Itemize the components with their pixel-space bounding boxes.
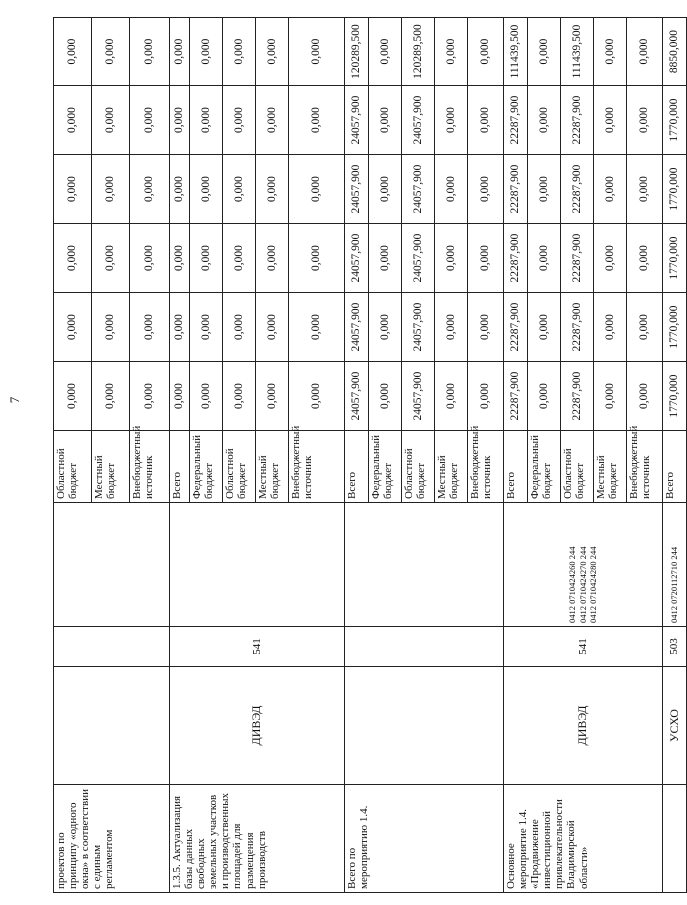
year-value: 0,000 — [594, 86, 627, 155]
year-value: 0,000 — [594, 155, 627, 224]
year-value: 0,000 — [627, 86, 663, 155]
funding-source: Внебюджетный источник — [289, 431, 345, 503]
year-value: 0,000 — [223, 293, 256, 362]
year-value: 0,000 — [190, 155, 223, 224]
total-value: 0,000 — [528, 18, 561, 86]
year-value: 0,000 — [130, 293, 170, 362]
year-value: 0,000 — [627, 293, 663, 362]
year-value: 0,000 — [92, 362, 130, 431]
year-value: 0,000 — [223, 86, 256, 155]
funding-source: Федеральный бюджет — [369, 431, 402, 503]
year-value: 0,000 — [223, 155, 256, 224]
year-value: 0,000 — [289, 86, 345, 155]
year-value: 0,000 — [130, 155, 170, 224]
total-value: 0,000 — [54, 18, 92, 86]
year-value: 0,000 — [468, 86, 504, 155]
total-value: 0,000 — [594, 18, 627, 86]
year-value: 0,000 — [256, 86, 289, 155]
year-value: 1770,000 — [663, 155, 687, 224]
year-value: 0,000 — [54, 155, 92, 224]
year-value: 0,000 — [528, 293, 561, 362]
kbk-code: 0412 0710424260 244 — [567, 546, 578, 623]
year-value: 0,000 — [130, 362, 170, 431]
year-value: 0,000 — [627, 224, 663, 293]
kbk-code: 0412 0710424270 244 — [577, 546, 588, 623]
year-value: 24057,900 — [402, 224, 435, 293]
year-value: 1770,000 — [663, 86, 687, 155]
year-value: 0,000 — [289, 224, 345, 293]
year-value: 0,000 — [170, 86, 190, 155]
funding-source: Областной бюджет — [402, 431, 435, 503]
year-value: 0,000 — [594, 224, 627, 293]
year-value: 0,000 — [435, 224, 468, 293]
year-value: 0,000 — [54, 86, 92, 155]
kbk-codes — [504, 503, 663, 627]
year-value: 0,000 — [130, 224, 170, 293]
grbs-code: 503 — [663, 627, 687, 667]
year-value: 0,000 — [170, 155, 190, 224]
year-value: 22287,900 — [561, 155, 594, 224]
year-value: 22287,900 — [504, 224, 528, 293]
year-value: 0,000 — [528, 86, 561, 155]
budget-table — [53, 17, 687, 893]
year-value: 0,000 — [627, 155, 663, 224]
funding-source: Областной бюджет — [561, 431, 594, 503]
year-value: 0,000 — [435, 86, 468, 155]
funding-source: Внебюджетный источник — [627, 431, 663, 503]
activity-name — [663, 785, 687, 893]
total-value: 0,000 — [435, 18, 468, 86]
year-value: 22287,900 — [504, 362, 528, 431]
total-value: 120289,500 — [402, 18, 435, 86]
year-value: 24057,900 — [402, 293, 435, 362]
funding-source: Федеральный бюджет — [528, 431, 561, 503]
year-value: 0,000 — [369, 155, 402, 224]
year-value: 24057,900 — [345, 224, 369, 293]
funding-source: Внебюджетный источник — [468, 431, 504, 503]
funding-source: Местный бюджет — [435, 431, 468, 503]
table-row — [504, 18, 528, 893]
total-value: 111439,500 — [561, 18, 594, 86]
total-value: 8850,000 — [663, 18, 687, 86]
year-value: 0,000 — [468, 293, 504, 362]
kbk-code: 0412 0720112710 244 — [669, 546, 680, 623]
year-value: 0,000 — [435, 293, 468, 362]
total-value: 120289,500 — [345, 18, 369, 86]
year-value: 0,000 — [223, 362, 256, 431]
year-value: 0,000 — [256, 362, 289, 431]
year-value: 0,000 — [369, 362, 402, 431]
year-value: 0,000 — [468, 155, 504, 224]
year-value: 0,000 — [92, 293, 130, 362]
table-row — [54, 18, 92, 893]
year-value: 0,000 — [223, 224, 256, 293]
total-value: 0,000 — [627, 18, 663, 86]
total-value: 0,000 — [190, 18, 223, 86]
year-value: 0,000 — [170, 224, 190, 293]
table-row — [345, 18, 369, 893]
funding-source: Всего — [663, 431, 687, 503]
page-number: 7 — [7, 396, 22, 404]
year-value: 22287,900 — [504, 86, 528, 155]
activity-name: Основное мероприятие 1.4. «Продвижение инвестиционной привлекательности Владимирской области» — [504, 785, 663, 893]
year-value: 0,000 — [92, 224, 130, 293]
year-value: 0,000 — [190, 86, 223, 155]
year-value: 0,000 — [92, 155, 130, 224]
total-value: 0,000 — [256, 18, 289, 86]
year-value: 22287,900 — [561, 293, 594, 362]
year-value: 22287,900 — [504, 293, 528, 362]
year-value: 0,000 — [528, 155, 561, 224]
total-value: 111439,500 — [504, 18, 528, 86]
funding-source: Местный бюджет — [256, 431, 289, 503]
table-row — [663, 18, 687, 893]
year-value: 0,000 — [369, 293, 402, 362]
year-value: 0,000 — [54, 362, 92, 431]
year-value: 0,000 — [435, 155, 468, 224]
total-value: 0,000 — [468, 18, 504, 86]
funding-source: Местный бюджет — [594, 431, 627, 503]
total-value: 0,000 — [130, 18, 170, 86]
year-value: 0,000 — [256, 293, 289, 362]
year-value: 24057,900 — [345, 293, 369, 362]
year-value: 0,000 — [594, 293, 627, 362]
year-value: 22287,900 — [561, 86, 594, 155]
year-value: 0,000 — [92, 86, 130, 155]
year-value: 22287,900 — [561, 362, 594, 431]
year-value: 0,000 — [54, 224, 92, 293]
executor — [345, 667, 504, 785]
year-value: 0,000 — [256, 224, 289, 293]
year-value: 24057,900 — [402, 86, 435, 155]
year-value: 1770,000 — [663, 224, 687, 293]
funding-source: Всего — [170, 431, 190, 503]
table-body — [54, 18, 687, 893]
year-value: 0,000 — [528, 362, 561, 431]
year-value: 0,000 — [289, 362, 345, 431]
funding-source: Областной бюджет — [223, 431, 256, 503]
rotated-table-container — [53, 18, 681, 893]
total-value: 0,000 — [92, 18, 130, 86]
funding-source: Местный бюджет — [92, 431, 130, 503]
year-value: 0,000 — [170, 293, 190, 362]
table-row — [170, 18, 190, 893]
year-value: 24057,900 — [345, 362, 369, 431]
total-value: 0,000 — [369, 18, 402, 86]
funding-source: Всего — [345, 431, 369, 503]
grbs-code — [54, 627, 170, 667]
year-value: 0,000 — [435, 362, 468, 431]
kbk-code: 0412 0710424280 244 — [588, 546, 599, 623]
year-value: 24057,900 — [345, 155, 369, 224]
funding-source: Внебюджетный источник — [130, 431, 170, 503]
year-value: 24057,900 — [402, 155, 435, 224]
year-value: 0,000 — [594, 362, 627, 431]
year-value: 1770,000 — [663, 293, 687, 362]
grbs-code — [345, 627, 504, 667]
kbk-codes — [170, 503, 345, 627]
year-value: 0,000 — [190, 224, 223, 293]
year-value: 24057,900 — [402, 362, 435, 431]
funding-source: Областной бюджет — [54, 431, 92, 503]
year-value: 0,000 — [627, 362, 663, 431]
total-value: 0,000 — [170, 18, 190, 86]
year-value: 0,000 — [170, 362, 190, 431]
total-value: 0,000 — [223, 18, 256, 86]
kbk-codes — [345, 503, 504, 627]
activity-name: проектов по принципу «одного окна» в соответствии с единым регламентом — [54, 785, 170, 893]
funding-source: Всего — [504, 431, 528, 503]
year-value: 22287,900 — [504, 155, 528, 224]
year-value: 0,000 — [190, 362, 223, 431]
executor: УСХО — [663, 667, 687, 785]
year-value: 22287,900 — [561, 224, 594, 293]
kbk-codes — [54, 503, 170, 627]
year-value: 0,000 — [369, 224, 402, 293]
total-value: 0,000 — [289, 18, 345, 86]
year-value: 0,000 — [468, 224, 504, 293]
year-value: 0,000 — [130, 86, 170, 155]
kbk-codes — [663, 503, 687, 627]
grbs-code: 541 — [504, 627, 663, 667]
year-value: 0,000 — [256, 155, 289, 224]
year-value: 1770,000 — [663, 362, 687, 431]
year-value: 0,000 — [528, 224, 561, 293]
activity-name: 1.3.5. Актуализация базы данных свободных земельных участков и производственных площадей для размещения производств — [170, 785, 345, 893]
activity-name: Всего по мероприятию 1.4. — [345, 785, 504, 893]
executor: ДИВЭД — [170, 667, 345, 785]
year-value: 0,000 — [289, 155, 345, 224]
year-value: 0,000 — [289, 293, 345, 362]
funding-source: Федеральный бюджет — [190, 431, 223, 503]
year-value: 0,000 — [54, 293, 92, 362]
year-value: 0,000 — [190, 293, 223, 362]
year-value: 0,000 — [369, 86, 402, 155]
year-value: 0,000 — [468, 362, 504, 431]
year-value: 24057,900 — [345, 86, 369, 155]
grbs-code: 541 — [170, 627, 345, 667]
executor: ДИВЭД — [504, 667, 663, 785]
executor — [54, 667, 170, 785]
